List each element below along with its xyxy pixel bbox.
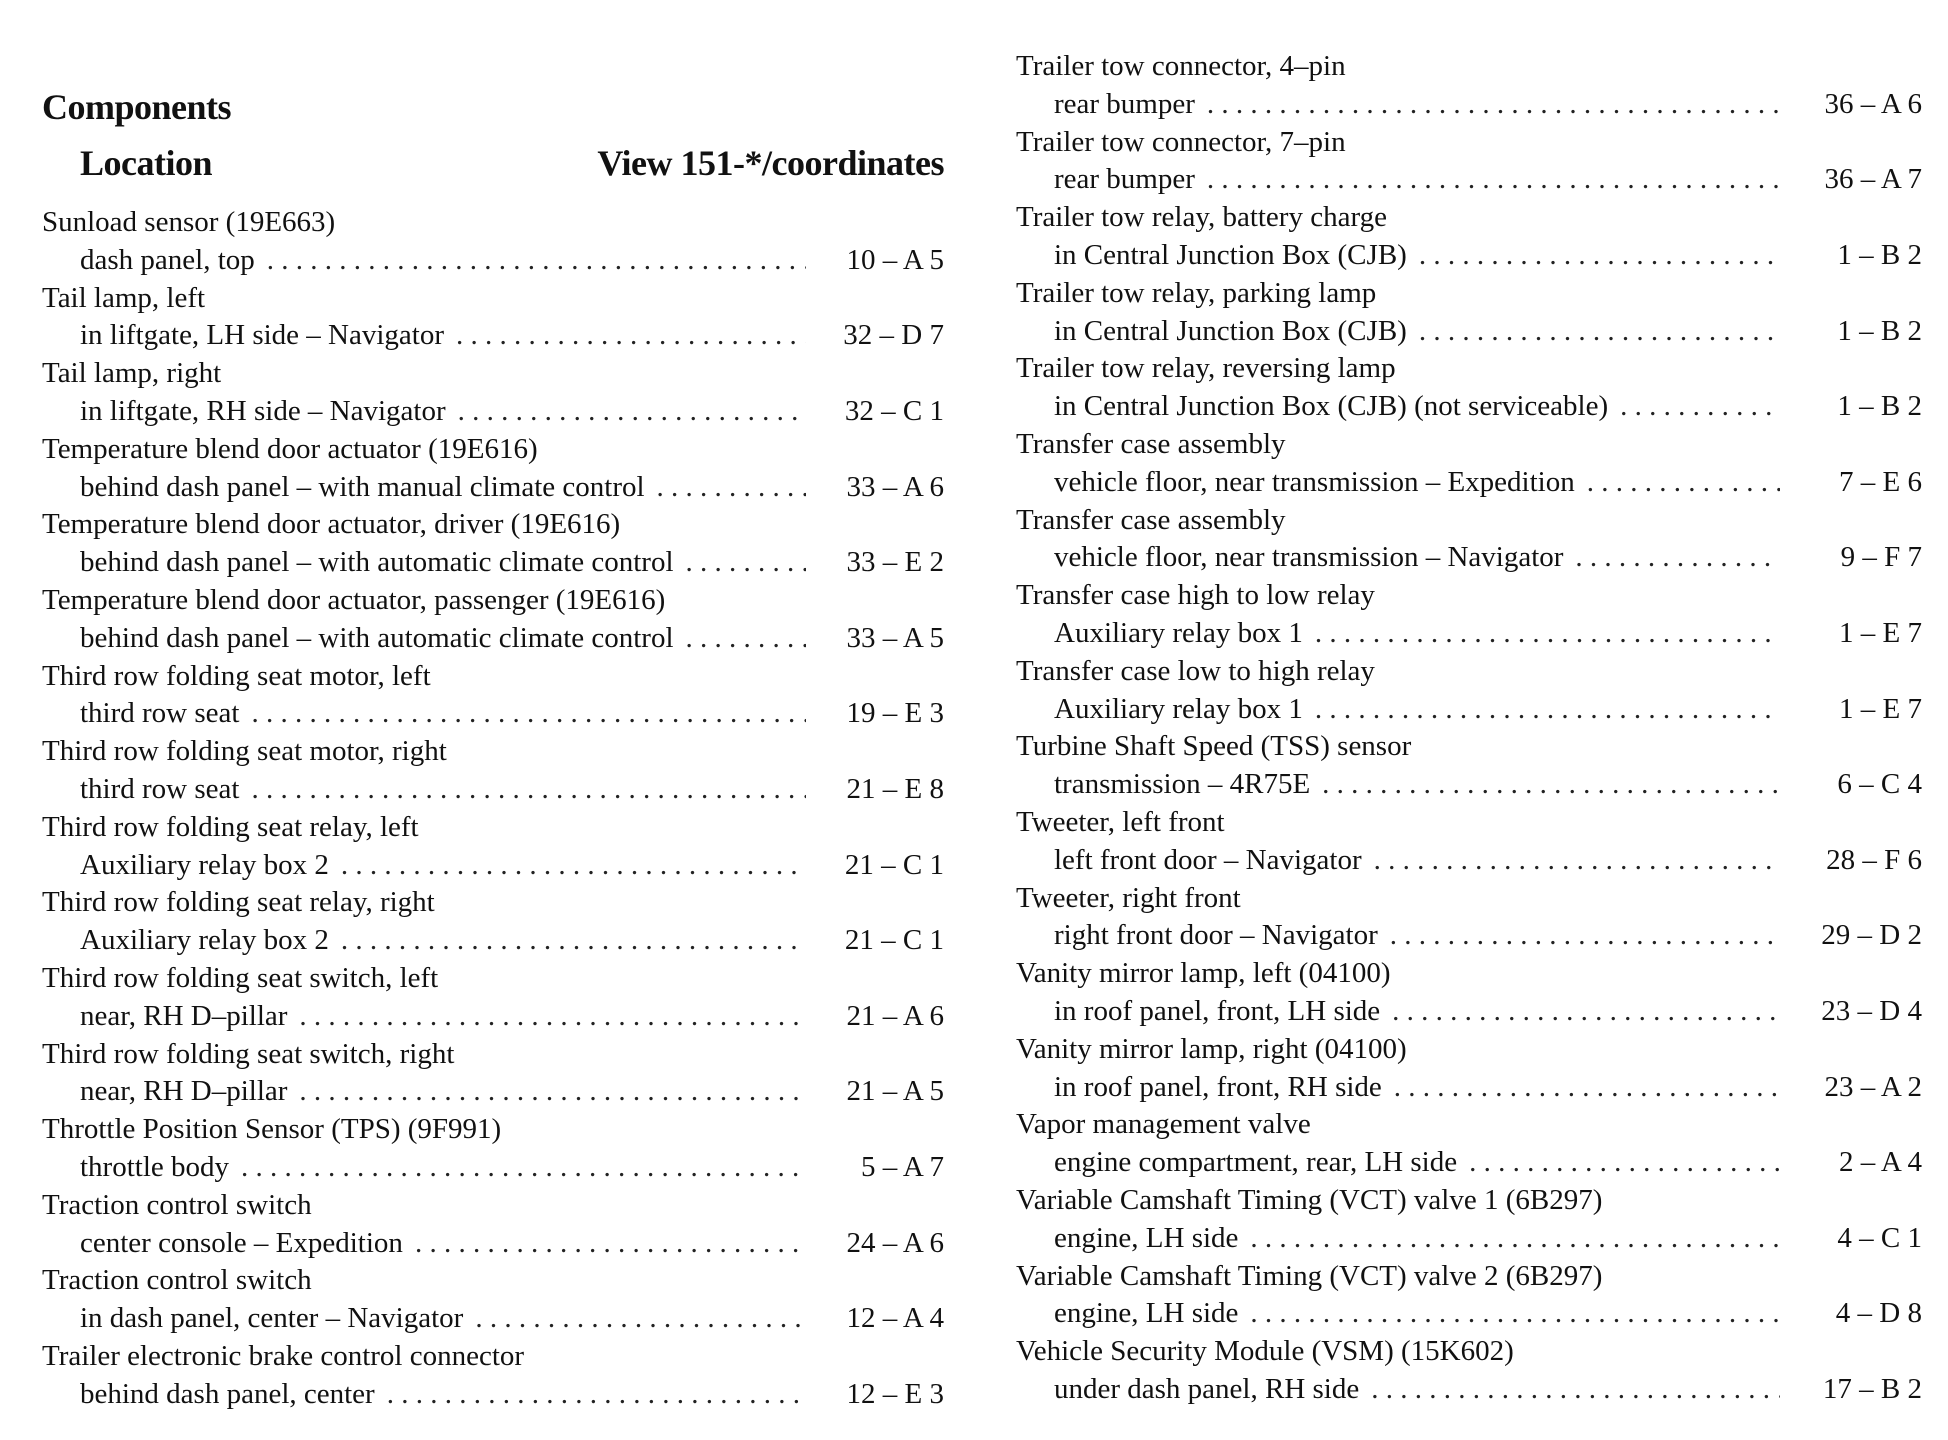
component-name: Temperature blend door actuator, driver (19E616): [42, 508, 621, 541]
component-location: throttle body: [80, 1150, 230, 1183]
component-entry: [1016, 653, 1922, 729]
component-name: Third row folding seat switch, right: [42, 1037, 455, 1070]
component-location: left front door – Navigator: [1054, 843, 1362, 876]
view-coordinate: 32 – C 1: [844, 394, 944, 427]
component-entry: [1016, 124, 1922, 200]
component-location: in Central Junction Box (CJB): [1054, 314, 1407, 347]
component-location-row: [1016, 539, 1922, 577]
component-location-row: [1016, 464, 1922, 502]
dot-leader: [1620, 388, 1780, 426]
dot-leader: [251, 695, 806, 733]
component-name: Transfer case assembly: [1016, 503, 1286, 536]
dot-leader: [341, 847, 806, 885]
component-name: Variable Camshaft Timing (VCT) valve 2 (6B297): [1016, 1259, 1603, 1292]
dot-leader: [241, 1149, 806, 1187]
component-location-row: [42, 998, 944, 1036]
view-coordinate: 1 – B 2: [1837, 314, 1922, 347]
view-coordinate: 6 – C 4: [1837, 768, 1922, 801]
component-entry: [42, 1187, 944, 1263]
view-coordinate: 23 – D 4: [1821, 994, 1922, 1027]
dot-leader: [458, 393, 806, 431]
component-location-row: [42, 469, 944, 507]
component-name: Transfer case low to high relay: [1016, 654, 1375, 687]
dot-leader: [267, 242, 806, 280]
dot-leader: [251, 771, 806, 809]
component-location-row: [1016, 615, 1922, 653]
component-entry: [42, 1262, 944, 1338]
dot-leader: [1419, 313, 1780, 351]
component-location-row: [1016, 993, 1922, 1031]
dot-leader: [1207, 86, 1780, 124]
component-name: Transfer case high to low relay: [1016, 579, 1375, 612]
component-name: Third row folding seat switch, left: [42, 961, 439, 994]
component-entry: [1016, 48, 1922, 124]
dot-leader: [1207, 161, 1780, 199]
view-coordinate: 1 – E 7: [1839, 616, 1922, 649]
component-location: vehicle floor, near transmission – Navigator: [1054, 541, 1564, 574]
component-name: Trailer tow connector, 4–pin: [1016, 50, 1346, 82]
component-name: Vehicle Security Module (VSM) (15K602): [1016, 1335, 1514, 1368]
view-coordinate: 21 – C 1: [844, 924, 944, 957]
component-location-row: [42, 922, 944, 960]
component-name: Traction control switch: [42, 1188, 312, 1221]
component-entry: [1016, 1258, 1922, 1334]
component-location: Auxiliary relay box 2: [80, 924, 329, 957]
component-entry: [1016, 199, 1922, 275]
component-name: Vanity mirror lamp, right (04100): [1016, 1032, 1407, 1065]
component-entry: [42, 431, 944, 507]
component-entry: [1016, 728, 1922, 804]
dot-leader: [1374, 842, 1780, 880]
component-entry: [42, 355, 944, 431]
component-location-row: [1016, 237, 1922, 275]
component-location-row: [1016, 1371, 1922, 1409]
view-coordinate: 1 – E 7: [1839, 692, 1922, 725]
view-coordinate: 19 – E 3: [846, 697, 944, 730]
component-location: vehicle floor, near transmission – Expedition: [1054, 465, 1575, 498]
dot-leader: [341, 922, 806, 960]
view-coordinate: 1 – B 2: [1837, 390, 1922, 423]
component-location-row: [42, 1149, 944, 1187]
component-name: Sunload sensor (19E663): [42, 206, 336, 238]
dot-leader: [1390, 917, 1780, 955]
component-location-row: [1016, 86, 1922, 124]
component-name: Turbine Shaft Speed (TSS) sensor: [1016, 730, 1412, 763]
view-coordinate: 33 – A 5: [846, 621, 944, 654]
component-entry: [1016, 577, 1922, 653]
component-location: transmission – 4R75E: [1054, 768, 1311, 801]
view-coordinate: 36 – A 6: [1824, 87, 1922, 120]
component-name: Third row folding seat relay, right: [42, 886, 435, 919]
dot-leader: [456, 317, 806, 355]
component-name: Tail lamp, left: [42, 281, 206, 314]
component-location: under dash panel, RH side: [1054, 1372, 1360, 1405]
dot-leader: [1392, 993, 1780, 1031]
view-coordinate: 5 – A 7: [861, 1150, 944, 1183]
component-location: right front door – Navigator: [1054, 919, 1378, 952]
component-location: in liftgate, RH side – Navigator: [80, 394, 446, 427]
dot-leader: [1371, 1371, 1780, 1409]
component-location-row: [42, 1376, 944, 1414]
component-location-row: [42, 847, 944, 885]
view-coordinate: 28 – F 6: [1826, 843, 1922, 876]
view-coordinate: 21 – E 8: [846, 772, 944, 805]
component-location-row: [1016, 766, 1922, 804]
component-entry: [1016, 275, 1922, 351]
left-entry-list: [42, 204, 944, 1414]
component-entry: [1016, 502, 1922, 578]
component-entry: [1016, 426, 1922, 502]
component-name: Trailer tow connector, 7–pin: [1016, 125, 1346, 158]
component-name: Tail lamp, right: [42, 357, 222, 390]
view-coordinates-heading: View 151-*/coordinates: [597, 143, 944, 183]
dot-leader: [1419, 237, 1780, 275]
component-name: Tweeter, left front: [1016, 805, 1225, 838]
component-location: in liftgate, LH side – Navigator: [80, 319, 445, 352]
dot-leader: [475, 1300, 806, 1338]
component-entry: [1016, 880, 1922, 956]
view-coordinate: 17 – B 2: [1822, 1372, 1922, 1405]
component-location-row: [1016, 388, 1922, 426]
component-entry: [42, 506, 944, 582]
component-entry: [42, 960, 944, 1036]
dot-leader: [1250, 1295, 1780, 1333]
dot-leader: [415, 1225, 806, 1263]
component-name: Vanity mirror lamp, left (04100): [1016, 957, 1391, 990]
dot-leader: [299, 1073, 806, 1111]
component-entry: [1016, 350, 1922, 426]
view-coordinate: 21 – A 5: [846, 1075, 944, 1108]
component-location: Auxiliary relay box 1: [1054, 616, 1303, 649]
component-name: Temperature blend door actuator (19E616): [42, 432, 538, 465]
component-location-row: [42, 695, 944, 733]
component-location: engine, LH side: [1054, 1297, 1239, 1330]
component-location-row: [1016, 313, 1922, 351]
component-location: Auxiliary relay box 2: [80, 848, 329, 881]
component-entry: [1016, 1182, 1922, 1258]
view-coordinate: 2 – A 4: [1839, 1146, 1922, 1179]
dot-leader: [1250, 1220, 1780, 1258]
component-entry: [1016, 1106, 1922, 1182]
component-location: in Central Junction Box (CJB): [1054, 238, 1407, 271]
component-location-row: [1016, 917, 1922, 955]
component-location: center console – Expedition: [80, 1226, 403, 1259]
component-name: Third row folding seat motor, left: [42, 659, 431, 692]
component-location: behind dash panel – with automatic climate control: [80, 546, 674, 579]
view-coordinate: 12 – E 3: [846, 1377, 944, 1410]
component-name: Trailer tow relay, battery charge: [1016, 201, 1387, 234]
dot-leader: [686, 620, 806, 658]
component-name: Trailer tow relay, parking lamp: [1016, 276, 1377, 309]
component-location: rear bumper: [1054, 163, 1195, 196]
component-location-row: [42, 1300, 944, 1338]
component-location-row: [42, 317, 944, 355]
component-entry: [1016, 1031, 1922, 1107]
component-location-row: [1016, 1220, 1922, 1258]
component-name: Third row folding seat relay, left: [42, 810, 419, 843]
view-coordinate: 23 – A 2: [1824, 1070, 1922, 1103]
view-coordinate: 12 – A 4: [846, 1302, 944, 1335]
component-location-row: [42, 242, 944, 280]
component-location-row: [1016, 1069, 1922, 1107]
component-location-row: [1016, 842, 1922, 880]
component-name: Tweeter, right front: [1016, 881, 1241, 914]
component-entry: [42, 809, 944, 885]
view-coordinate: 1 – B 2: [1837, 238, 1922, 271]
view-coordinate: 32 – D 7: [843, 319, 944, 352]
component-name: Temperature blend door actuator, passenger (19E616): [42, 583, 666, 616]
component-location: near, RH D–pillar: [80, 999, 288, 1032]
view-coordinate: 21 – A 6: [846, 999, 944, 1032]
right-entry-list: [1016, 48, 1922, 1409]
component-location-row: [42, 620, 944, 658]
component-location-row: [1016, 161, 1922, 199]
component-name: Traction control switch: [42, 1264, 312, 1297]
component-location: third row seat: [80, 772, 240, 805]
component-location: in roof panel, front, LH side: [1054, 994, 1381, 1027]
view-coordinate: 21 – C 1: [844, 848, 944, 881]
component-entry: [42, 204, 944, 280]
component-location-row: [1016, 1295, 1922, 1333]
view-coordinate: 36 – A 7: [1824, 163, 1922, 196]
component-location: near, RH D–pillar: [80, 1075, 288, 1108]
dot-leader: [299, 998, 806, 1036]
section-title: Components: [42, 87, 232, 127]
component-location: in dash panel, center – Navigator: [80, 1302, 464, 1335]
component-entry: [42, 733, 944, 809]
view-coordinate: 24 – A 6: [846, 1226, 944, 1259]
component-location-row: [42, 1225, 944, 1263]
dot-leader: [1322, 766, 1780, 804]
view-coordinate: 9 – F 7: [1840, 541, 1922, 574]
component-location-row: [1016, 1144, 1922, 1182]
component-entry: [42, 884, 944, 960]
component-location-row: [42, 393, 944, 431]
component-location: dash panel, top: [80, 243, 255, 276]
view-coordinate: 7 – E 6: [1839, 465, 1922, 498]
view-coordinate: 33 – E 2: [846, 546, 944, 579]
component-location: engine, LH side: [1054, 1221, 1239, 1254]
component-entry: [42, 280, 944, 356]
component-location: behind dash panel – with manual climate control: [80, 470, 645, 503]
component-name: Variable Camshaft Timing (VCT) valve 1 (6B297): [1016, 1183, 1603, 1216]
component-entry: [42, 1111, 944, 1187]
dot-leader: [1315, 691, 1780, 729]
component-name: Third row folding seat motor, right: [42, 735, 447, 768]
dot-leader: [1575, 539, 1780, 577]
view-coordinate: 4 – C 1: [1837, 1221, 1922, 1254]
component-location: behind dash panel, center: [80, 1377, 375, 1410]
component-location-row: [1016, 691, 1922, 729]
location-column-heading: Location: [80, 143, 213, 183]
component-entry: [1016, 1333, 1922, 1409]
component-location-row: [42, 771, 944, 809]
component-location: behind dash panel – with automatic climate control: [80, 621, 674, 654]
component-location: rear bumper: [1054, 87, 1195, 120]
view-coordinate: 10 – A 5: [846, 243, 944, 276]
view-coordinate: 29 – D 2: [1821, 919, 1922, 952]
component-location: in Central Junction Box (CJB) (not serviceable): [1054, 390, 1609, 423]
component-entry: [42, 1036, 944, 1112]
component-location: in roof panel, front, RH side: [1054, 1070, 1382, 1103]
component-name: Transfer case assembly: [1016, 427, 1286, 460]
component-entry: [1016, 804, 1922, 880]
dot-leader: [1315, 615, 1780, 653]
component-name: Vapor management valve: [1016, 1108, 1311, 1141]
component-name: Trailer tow relay, reversing lamp: [1016, 352, 1396, 385]
component-name: Throttle Position Sensor (TPS) (9F991): [42, 1113, 502, 1146]
dot-leader: [1394, 1069, 1780, 1107]
dot-leader: [387, 1376, 806, 1414]
component-location-row: [42, 544, 944, 582]
component-entry: [42, 658, 944, 734]
component-location: Auxiliary relay box 1: [1054, 692, 1303, 725]
view-coordinate: 4 – D 8: [1835, 1297, 1922, 1330]
component-location: third row seat: [80, 697, 240, 730]
dot-leader: [1469, 1144, 1780, 1182]
component-location: engine compartment, rear, LH side: [1054, 1146, 1458, 1179]
component-location-row: [42, 1073, 944, 1111]
component-name: Trailer electronic brake control connector: [42, 1339, 525, 1372]
dot-leader: [657, 469, 806, 507]
dot-leader: [1587, 464, 1780, 502]
component-entry: [1016, 955, 1922, 1031]
component-entry: [42, 1338, 944, 1414]
view-coordinate: 33 – A 6: [846, 470, 944, 503]
dot-leader: [686, 544, 806, 582]
component-entry: [42, 582, 944, 658]
